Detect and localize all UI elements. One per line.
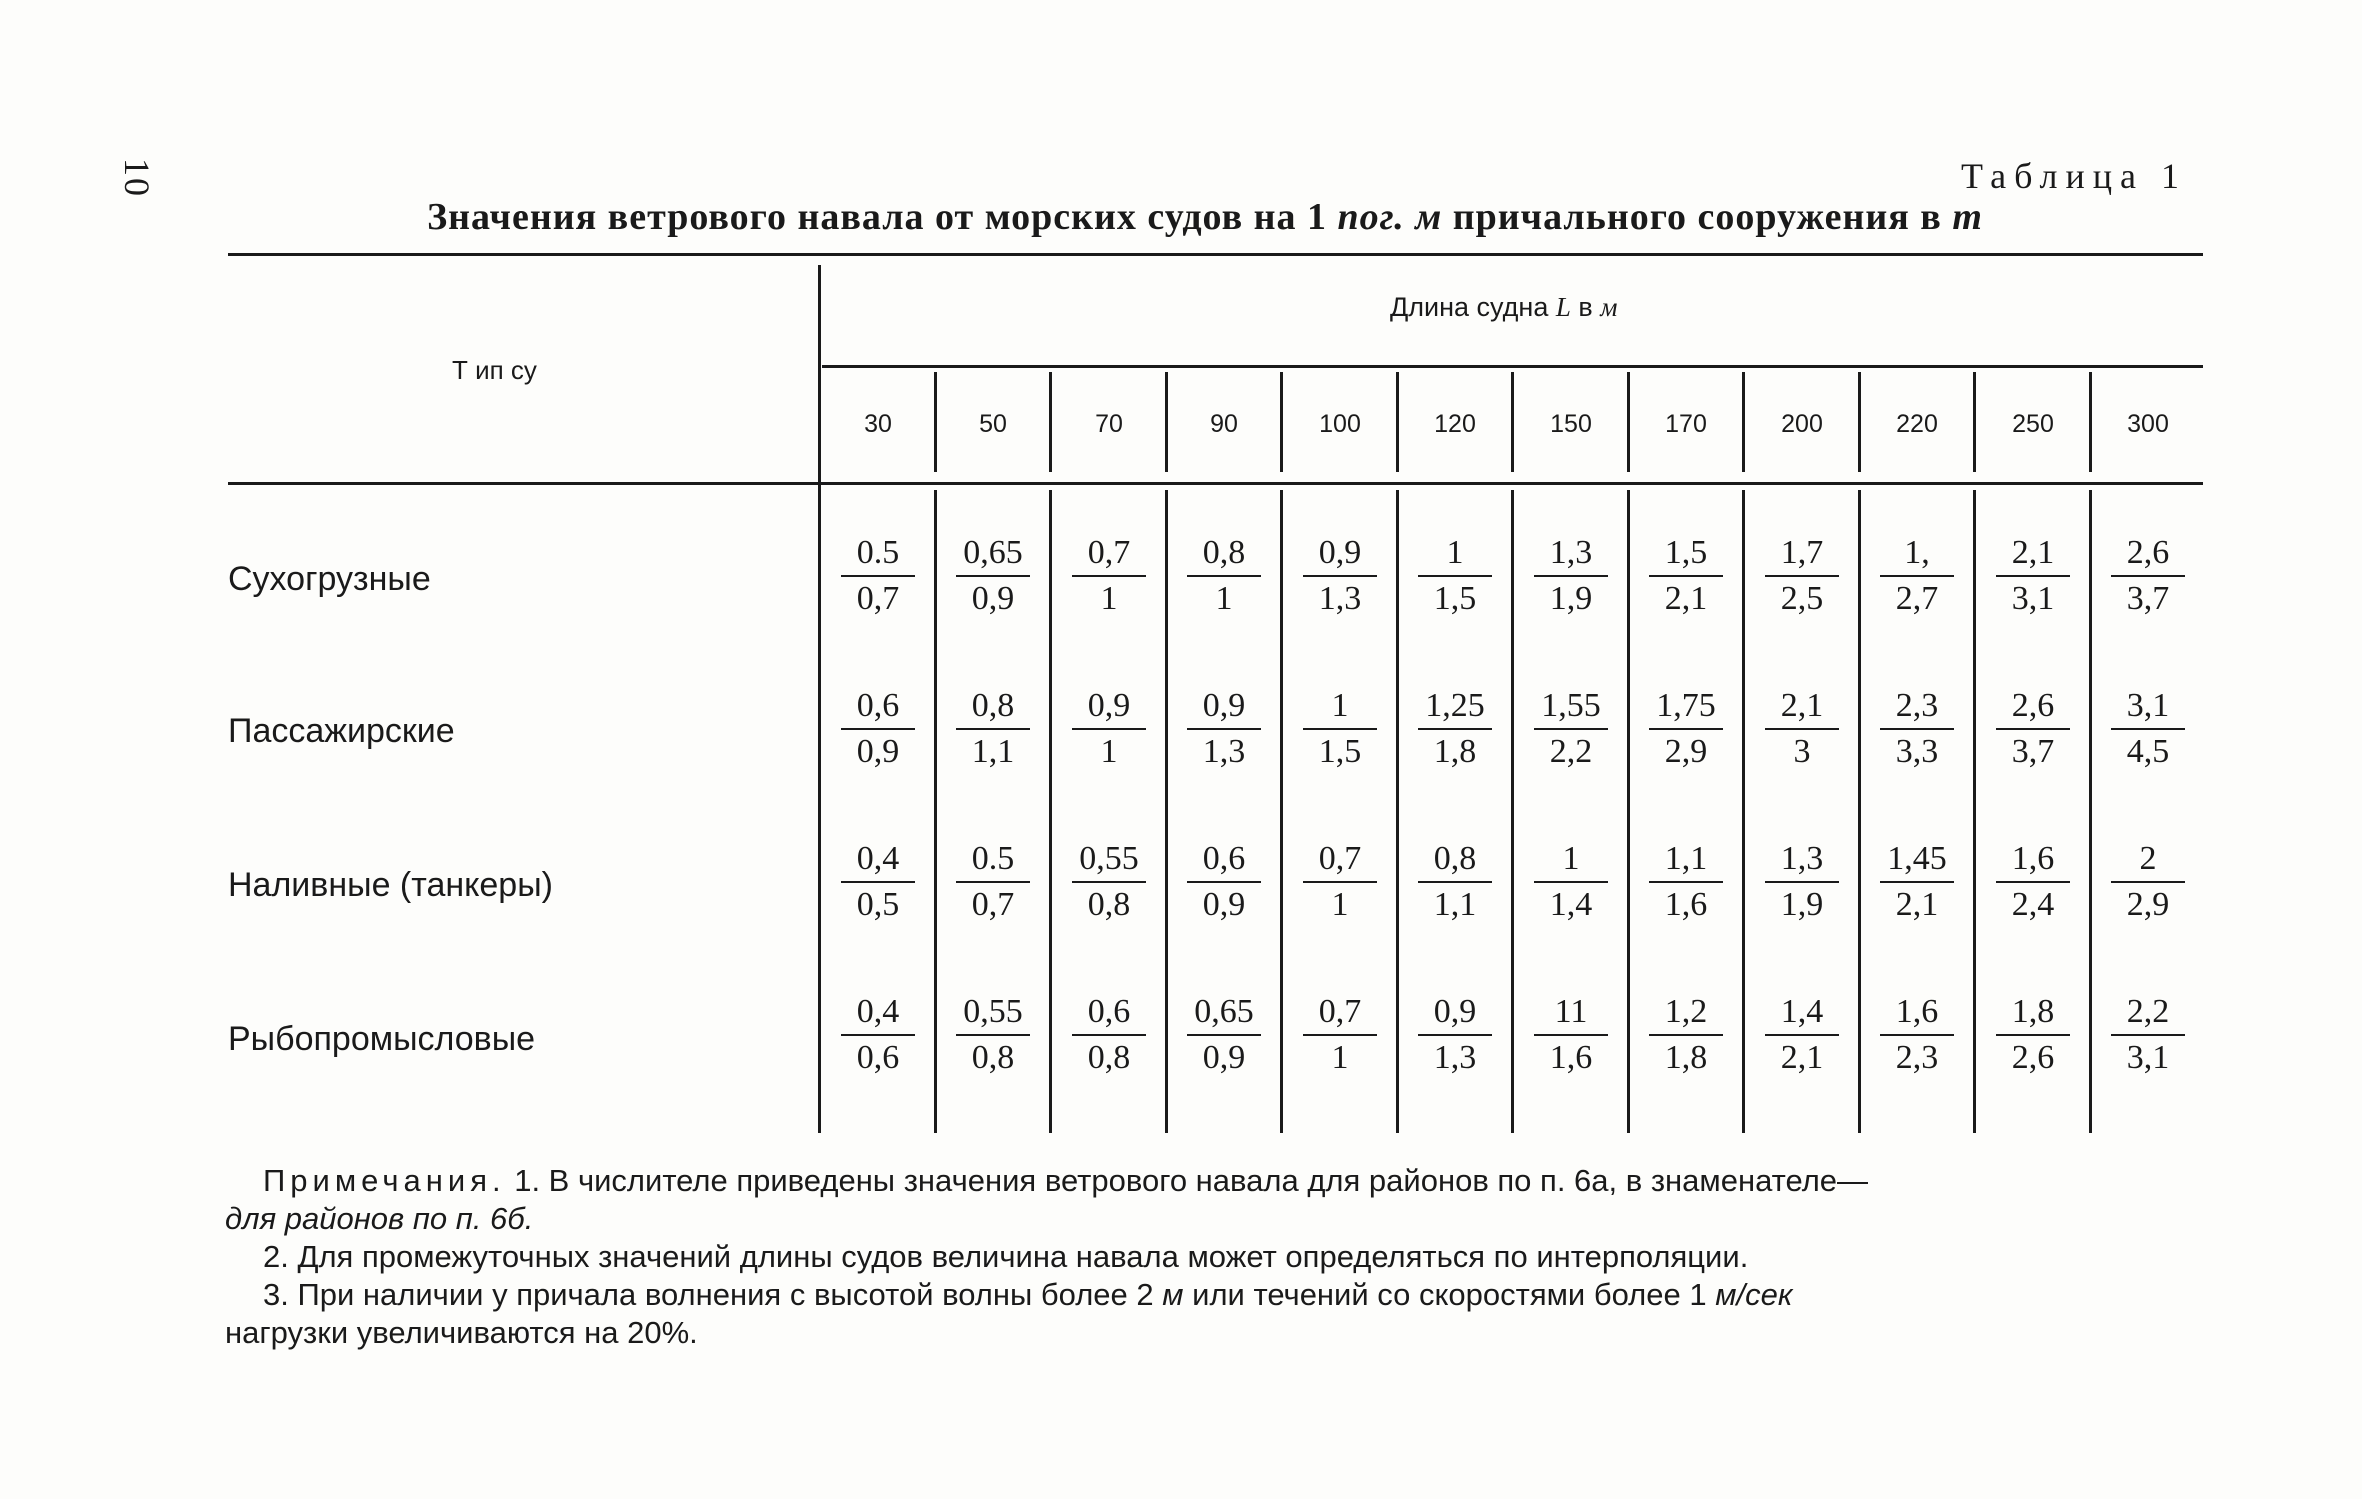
- load-value-cell: [1528, 991, 1614, 1079]
- fraction-bar: [1880, 728, 1954, 730]
- denominator: 0,9: [971, 580, 1015, 617]
- length-column-header: 220: [1896, 410, 1938, 438]
- denominator: 1,3: [1433, 1039, 1477, 1076]
- denominator: 1,8: [1433, 733, 1477, 770]
- denominator: 1: [1100, 580, 1118, 617]
- column-divider: [1742, 372, 1745, 472]
- load-value-cell: [1643, 685, 1729, 773]
- column-divider: [1049, 372, 1052, 472]
- denominator: 3,7: [2011, 733, 2055, 770]
- fraction-bar: [1765, 881, 1839, 883]
- load-value-cell: [1181, 838, 1267, 926]
- denominator: 3,1: [2011, 580, 2055, 617]
- denominator: 0,8: [971, 1039, 1015, 1076]
- denominator: 1,6: [1549, 1039, 1593, 1076]
- fraction-bar: [1880, 881, 1954, 883]
- load-value-cell: [1297, 838, 1383, 926]
- note-1-cont-text: для районов по п. 6б.: [225, 1201, 534, 1236]
- numerator: 2: [2139, 840, 2157, 877]
- fraction-bar: [1534, 881, 1608, 883]
- numerator: 1: [1331, 687, 1349, 724]
- fraction-bar: [1765, 1034, 1839, 1036]
- denominator: 2,1: [1895, 886, 1939, 923]
- length-unit: м: [1600, 292, 1618, 322]
- denominator: 1,8: [1664, 1039, 1708, 1076]
- denominator: 1,3: [1202, 733, 1246, 770]
- load-value-cell: [1297, 685, 1383, 773]
- fraction-bar: [1303, 575, 1377, 577]
- length-column-header: 300: [2127, 410, 2169, 438]
- denominator: 0,8: [1087, 1039, 1131, 1076]
- numerator: 2,6: [2011, 687, 2055, 724]
- length-column-header: 250: [2012, 410, 2054, 438]
- fraction-bar: [1534, 575, 1608, 577]
- note-3-cont: нагрузки увеличиваются на 20%.: [225, 1315, 698, 1350]
- note-3-text-a: 3. При наличии у причала волнения с высотой волны более 2: [263, 1277, 1163, 1312]
- length-column-header: 70: [1095, 410, 1123, 438]
- column-divider: [1396, 490, 1399, 1133]
- load-value-cell: [1643, 532, 1729, 620]
- fraction-bar: [1880, 1034, 1954, 1036]
- fraction-bar: [1303, 1034, 1377, 1036]
- load-value-cell: [1759, 532, 1845, 620]
- numerator: 1,: [1904, 534, 1930, 571]
- denominator: 0,9: [1202, 886, 1246, 923]
- denominator: 1,9: [1549, 580, 1593, 617]
- load-value-cell: [1759, 838, 1845, 926]
- fraction-bar: [1996, 575, 2070, 577]
- numerator: 1: [1446, 534, 1464, 571]
- numerator: 0,55: [1079, 840, 1139, 877]
- length-column-header: 200: [1781, 410, 1823, 438]
- table-top-rule: [228, 253, 2203, 256]
- fraction-bar: [1187, 575, 1261, 577]
- load-value-cell: [1181, 991, 1267, 1079]
- numerator: 0,9: [1318, 534, 1362, 571]
- numerator: 0,7: [1318, 840, 1362, 877]
- load-value-cell: [1066, 838, 1152, 926]
- length-label-pre: Длина судна: [1390, 292, 1556, 322]
- note-3-unit-2: м/сек: [1715, 1277, 1793, 1312]
- numerator: 1: [1562, 840, 1580, 877]
- numerator: 0,55: [963, 993, 1023, 1030]
- denominator: 2,6: [2011, 1039, 2055, 1076]
- denominator: 3: [1793, 733, 1811, 770]
- numerator: 1,25: [1425, 687, 1485, 724]
- load-value-cell: [1759, 685, 1845, 773]
- denominator: 1: [1331, 1039, 1349, 1076]
- numerator: 2,1: [2011, 534, 2055, 571]
- load-value-cell: [835, 532, 921, 620]
- numerator: 1,8: [2011, 993, 2055, 1030]
- note-3: [225, 1276, 2205, 1314]
- page-number: 10: [117, 158, 157, 198]
- numerator: 0,8: [1433, 840, 1477, 877]
- denominator: 2,3: [1895, 1039, 1939, 1076]
- fraction-bar: [1996, 1034, 2070, 1036]
- load-value-cell: [1759, 991, 1845, 1079]
- column-divider: [2089, 490, 2092, 1133]
- column-divider: [1858, 372, 1861, 472]
- numerator: 1,3: [1549, 534, 1593, 571]
- denominator: 2,9: [2126, 886, 2170, 923]
- numerator: 0,65: [1194, 993, 1254, 1030]
- load-value-cell: [1990, 991, 2076, 1079]
- fraction-bar: [1072, 1034, 1146, 1036]
- fraction-bar: [956, 575, 1030, 577]
- load-value-cell: [1874, 685, 1960, 773]
- fraction-bar: [1649, 728, 1723, 730]
- denominator: 3,1: [2126, 1039, 2170, 1076]
- fraction-bar: [1996, 881, 2070, 883]
- fraction-bar: [956, 1034, 1030, 1036]
- numerator: 1,75: [1656, 687, 1716, 724]
- load-value-cell: [950, 532, 1036, 620]
- numerator: 1,45: [1887, 840, 1947, 877]
- column-divider: [1165, 490, 1168, 1133]
- length-column-header: 90: [1210, 410, 1238, 438]
- note-1-text: 1. В числителе приведены значения ветрового навала для районов по п. 6а, в знаменателе—: [505, 1163, 1869, 1198]
- load-value-cell: [835, 685, 921, 773]
- load-value-cell: [1643, 838, 1729, 926]
- denominator: 1: [1331, 886, 1349, 923]
- load-value-cell: [1412, 991, 1498, 1079]
- length-column-header: 170: [1665, 410, 1707, 438]
- vessel-type-label: Рыбопромысловые: [228, 1020, 536, 1058]
- load-value-cell: [1181, 685, 1267, 773]
- load-value-cell: [2105, 838, 2191, 926]
- vessel-type-label: Наливные (танкеры): [228, 866, 553, 904]
- fraction-bar: [1996, 728, 2070, 730]
- length-label-mid: в: [1570, 292, 1601, 322]
- numerator: 11: [1554, 993, 1588, 1030]
- title-part2: причального сооружения в: [1442, 196, 1953, 238]
- denominator: 0,9: [856, 733, 900, 770]
- numerator: 0.5: [971, 840, 1015, 877]
- load-value-cell: [2105, 532, 2191, 620]
- numerator: 1,6: [2011, 840, 2055, 877]
- column-divider: [1165, 372, 1168, 472]
- numerator: 0,8: [971, 687, 1015, 724]
- length-column-header: 100: [1319, 410, 1361, 438]
- fraction-bar: [2111, 728, 2185, 730]
- load-value-cell: [2105, 685, 2191, 773]
- load-value-cell: [835, 838, 921, 926]
- length-column-header: 50: [979, 410, 1007, 438]
- load-value-cell: [1528, 532, 1614, 620]
- denominator: 1: [1215, 580, 1233, 617]
- column-divider: [1280, 490, 1283, 1133]
- denominator: 2,1: [1780, 1039, 1824, 1076]
- load-value-cell: [950, 685, 1036, 773]
- denominator: 1,5: [1433, 580, 1477, 617]
- title-unit-length: пог. м: [1337, 196, 1443, 238]
- numerator: 0,4: [856, 840, 900, 877]
- fraction-bar: [1303, 728, 1377, 730]
- load-value-cell: [1528, 838, 1614, 926]
- load-value-cell: [1874, 838, 1960, 926]
- denominator: 2,7: [1895, 580, 1939, 617]
- fraction-bar: [1649, 575, 1723, 577]
- column-divider: [934, 372, 937, 472]
- fraction-bar: [1649, 881, 1723, 883]
- length-column-header: 120: [1434, 410, 1476, 438]
- fraction-bar: [1072, 881, 1146, 883]
- numerator: 0,9: [1087, 687, 1131, 724]
- fraction-bar: [1534, 1034, 1608, 1036]
- denominator: 1: [1100, 733, 1118, 770]
- load-value-cell: [1874, 991, 1960, 1079]
- fraction-bar: [1649, 1034, 1723, 1036]
- fraction-bar: [1187, 881, 1261, 883]
- denominator: 1,5: [1318, 733, 1362, 770]
- denominator: 0,5: [856, 886, 900, 923]
- fraction-bar: [841, 575, 915, 577]
- denominator: 0,6: [856, 1039, 900, 1076]
- denominator: 0,7: [971, 886, 1015, 923]
- load-value-cell: [950, 991, 1036, 1079]
- notes-heading: Примечания.: [263, 1163, 506, 1198]
- length-column-header: 30: [864, 410, 892, 438]
- denominator: 2,4: [2011, 886, 2055, 923]
- column-divider: [1280, 372, 1283, 472]
- fraction-bar: [1072, 728, 1146, 730]
- fraction-bar: [1187, 1034, 1261, 1036]
- load-value-cell: [835, 991, 921, 1079]
- fraction-bar: [1418, 881, 1492, 883]
- load-value-cell: [1990, 532, 2076, 620]
- denominator: 1,6: [1664, 886, 1708, 923]
- fraction-bar: [841, 881, 915, 883]
- load-value-cell: [1990, 838, 2076, 926]
- numerator: 1,5: [1664, 534, 1708, 571]
- numerator: 0,9: [1202, 687, 1246, 724]
- fraction-bar: [2111, 1034, 2185, 1036]
- numerator: 0,4: [856, 993, 900, 1030]
- numerator: 0,8: [1202, 534, 1246, 571]
- load-value-cell: [1412, 685, 1498, 773]
- load-value-cell: [2105, 991, 2191, 1079]
- denominator: 3,7: [2126, 580, 2170, 617]
- load-value-cell: [1528, 685, 1614, 773]
- title-part1: Значения ветрового навала от морских судов на 1: [427, 196, 1338, 238]
- length-header-rule: [822, 365, 2203, 368]
- fraction-bar: [1418, 575, 1492, 577]
- column-divider: [1511, 372, 1514, 472]
- note-3-unit-1: м: [1162, 1277, 1184, 1312]
- load-value-cell: [1066, 991, 1152, 1079]
- load-value-cell: [1643, 991, 1729, 1079]
- denominator: 1,9: [1780, 886, 1824, 923]
- fraction-bar: [1303, 881, 1377, 883]
- numerator: 0,9: [1433, 993, 1477, 1030]
- load-value-cell: [1066, 685, 1152, 773]
- denominator: 1,1: [971, 733, 1015, 770]
- numerator: 1,55: [1541, 687, 1601, 724]
- denominator: 0,9: [1202, 1039, 1246, 1076]
- vessel-type-label: Сухогрузные: [228, 560, 431, 598]
- numerator: 1,7: [1780, 534, 1824, 571]
- column-divider: [1396, 372, 1399, 472]
- numerator: 2,1: [1780, 687, 1824, 724]
- denominator: 2,5: [1780, 580, 1824, 617]
- column-divider: [1627, 490, 1630, 1133]
- denominator: 1,4: [1549, 886, 1593, 923]
- denominator: 3,3: [1895, 733, 1939, 770]
- length-symbol: L: [1555, 292, 1571, 322]
- column-divider: [1511, 490, 1514, 1133]
- numerator: 0,6: [1087, 993, 1131, 1030]
- column-divider: [1973, 490, 1976, 1133]
- table-title: [225, 195, 2185, 239]
- load-value-cell: [1297, 532, 1383, 620]
- fraction-bar: [956, 728, 1030, 730]
- fraction-bar: [1072, 575, 1146, 577]
- numerator: 0,7: [1087, 534, 1131, 571]
- vessel-length-header: [1390, 292, 1617, 323]
- numerator: 0,6: [856, 687, 900, 724]
- fraction-bar: [1765, 575, 1839, 577]
- denominator: 2,2: [1549, 733, 1593, 770]
- denominator: 2,9: [1664, 733, 1708, 770]
- fraction-bar: [841, 1034, 915, 1036]
- notes: [225, 1162, 2205, 1352]
- numerator: 0,6: [1202, 840, 1246, 877]
- note-3-text-b: или течений со скоростями более 1: [1183, 1277, 1716, 1312]
- column-divider: [1627, 372, 1630, 472]
- load-value-cell: [1297, 991, 1383, 1079]
- numerator: 0,7: [1318, 993, 1362, 1030]
- column-divider: [934, 490, 937, 1133]
- denominator: 1,3: [1318, 580, 1362, 617]
- length-column-header: 150: [1550, 410, 1592, 438]
- numerator: 1,3: [1780, 840, 1824, 877]
- fraction-bar: [1187, 728, 1261, 730]
- column-divider: [2089, 372, 2092, 472]
- fraction-bar: [841, 728, 915, 730]
- denominator: 0,7: [856, 580, 900, 617]
- note-1-cont: [225, 1200, 2205, 1238]
- note-2: 2. Для промежуточных значений длины судов величина навала может определяться по интерполяции.: [263, 1239, 1749, 1274]
- numerator: 2,3: [1895, 687, 1939, 724]
- title-unit-force: т: [1952, 196, 1983, 238]
- column-divider: [818, 265, 821, 1133]
- fraction-bar: [1880, 575, 1954, 577]
- numerator: 1,2: [1664, 993, 1708, 1030]
- denominator: 0,8: [1087, 886, 1131, 923]
- column-divider: [1049, 490, 1052, 1133]
- load-value-cell: [1990, 685, 2076, 773]
- fraction-bar: [1418, 1034, 1492, 1036]
- table-label: Таблица 1: [1961, 156, 2187, 196]
- numerator: 3,1: [2126, 687, 2170, 724]
- numerator: 1,1: [1664, 840, 1708, 877]
- note-1: [225, 1162, 2205, 1200]
- fraction-bar: [1534, 728, 1608, 730]
- denominator: 2,1: [1664, 580, 1708, 617]
- fraction-bar: [2111, 881, 2185, 883]
- column-divider: [1973, 372, 1976, 472]
- numerator: 0,65: [963, 534, 1023, 571]
- header-bottom-rule: [228, 482, 2203, 485]
- numerator: 0.5: [856, 534, 900, 571]
- column-divider: [1858, 490, 1861, 1133]
- fraction-bar: [1765, 728, 1839, 730]
- fraction-bar: [956, 881, 1030, 883]
- column-divider: [1742, 490, 1745, 1133]
- load-value-cell: [950, 838, 1036, 926]
- denominator: 4,5: [2126, 733, 2170, 770]
- load-value-cell: [1412, 838, 1498, 926]
- load-value-cell: [1874, 532, 1960, 620]
- vessel-type-header: Т ип су: [452, 355, 537, 385]
- load-value-cell: [1412, 532, 1498, 620]
- load-value-cell: [1066, 532, 1152, 620]
- numerator: 2,2: [2126, 993, 2170, 1030]
- fraction-bar: [2111, 575, 2185, 577]
- load-value-cell: [1181, 532, 1267, 620]
- numerator: 1,6: [1895, 993, 1939, 1030]
- vessel-type-label: Пассажирские: [228, 712, 455, 750]
- numerator: 2,6: [2126, 534, 2170, 571]
- denominator: 1,1: [1433, 886, 1477, 923]
- fraction-bar: [1418, 728, 1492, 730]
- numerator: 1,4: [1780, 993, 1824, 1030]
